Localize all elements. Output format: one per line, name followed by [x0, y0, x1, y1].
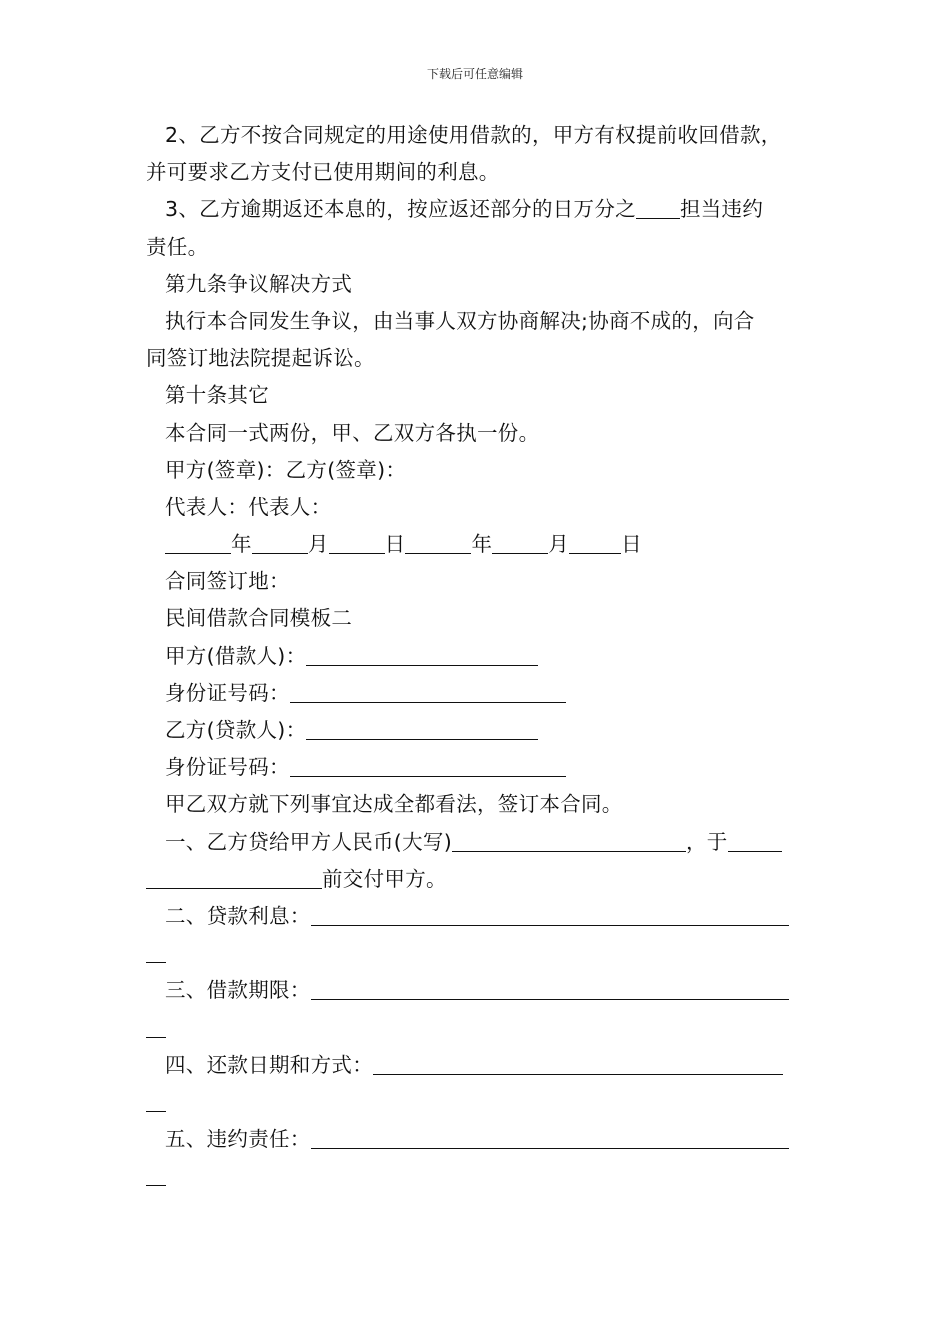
party-b-id: 身份证号码：	[146, 749, 810, 786]
clause-3-cont: 责任。	[146, 234, 209, 259]
document-body	[146, 117, 810, 1195]
liability-field-cont[interactable]	[146, 1165, 166, 1186]
day-field[interactable]	[569, 533, 621, 554]
term-field[interactable]	[311, 979, 789, 1000]
signing-place: 合同签订地：	[165, 569, 290, 594]
party-a-name-field[interactable]	[306, 645, 538, 666]
month-field[interactable]	[252, 533, 308, 554]
clause-2: 2、乙方不按合同规定的用途使用借款的，甲方有权提前收回借款，	[165, 123, 782, 147]
signature-line: 甲方(签章)：乙方(签章)：	[165, 457, 407, 482]
party-b-id-field[interactable]	[290, 756, 566, 777]
item-3-cont	[146, 1010, 810, 1047]
item-4-cont	[146, 1084, 810, 1121]
page-header: 下载后可任意编辑	[426, 67, 523, 81]
repayment-field[interactable]	[373, 1054, 783, 1075]
item-4-repayment: 四、还款日期和方式：	[146, 1047, 810, 1084]
article-9-text: 执行本合同发生争议，由当事人双方协商解决;协商不成的，向合	[165, 308, 755, 333]
item-5-liability: 五、违约责任：	[146, 1121, 810, 1158]
month-field[interactable]	[492, 533, 548, 554]
party-a-id: 身份证号码：	[146, 675, 810, 712]
year-field[interactable]	[165, 533, 231, 554]
term-field-cont[interactable]	[146, 1017, 166, 1038]
article-10-text: 本合同一式两份，甲、乙双方各执一份。	[165, 420, 540, 445]
article-10-title: 第十条其它	[165, 383, 269, 408]
clause-2-cont: 并可要求乙方支付已使用期间的利息。	[146, 160, 500, 185]
item-3-term: 三、借款期限：	[146, 972, 810, 1009]
item-1-cont: 前交付甲方。	[146, 861, 810, 898]
party-b-lender: 乙方(贷款人)：	[146, 712, 810, 749]
party-a-id-field[interactable]	[290, 682, 566, 703]
agreement-statement: 甲乙双方就下列事宜达成全都看法，签订本合同。	[165, 792, 623, 817]
liability-field[interactable]	[311, 1128, 789, 1149]
interest-field[interactable]	[311, 905, 789, 926]
day-field[interactable]	[329, 533, 385, 554]
article-9-title: 第九条争议解决方式	[165, 271, 353, 296]
item-1-loan-amount: 一、乙方贷给甲方人民币(大写) ，于	[146, 824, 810, 861]
year-field[interactable]	[405, 533, 471, 554]
template-2-title: 民间借款合同模板二	[165, 606, 353, 631]
party-a-borrower: 甲方(借款人)：	[146, 638, 810, 675]
item-2-interest: 二、贷款利息：	[146, 898, 810, 935]
date-field[interactable]	[728, 831, 782, 852]
clause-3: 3、乙方逾期返还本息的，按应返还部分的日万分之 担当违约	[165, 197, 764, 222]
date-field-cont[interactable]	[146, 868, 322, 889]
date-line: 年 月 日 年 月 日	[146, 526, 810, 563]
amount-field[interactable]	[452, 831, 686, 852]
interest-field-cont[interactable]	[146, 942, 166, 963]
blank-field[interactable]	[636, 198, 680, 219]
representative-line: 代表人：代表人：	[165, 494, 332, 519]
party-b-name-field[interactable]	[306, 719, 538, 740]
article-9-text-cont: 同签订地法院提起诉讼。	[146, 346, 375, 371]
item-5-cont	[146, 1158, 810, 1195]
item-2-cont	[146, 935, 810, 972]
repayment-field-cont[interactable]	[146, 1091, 166, 1112]
